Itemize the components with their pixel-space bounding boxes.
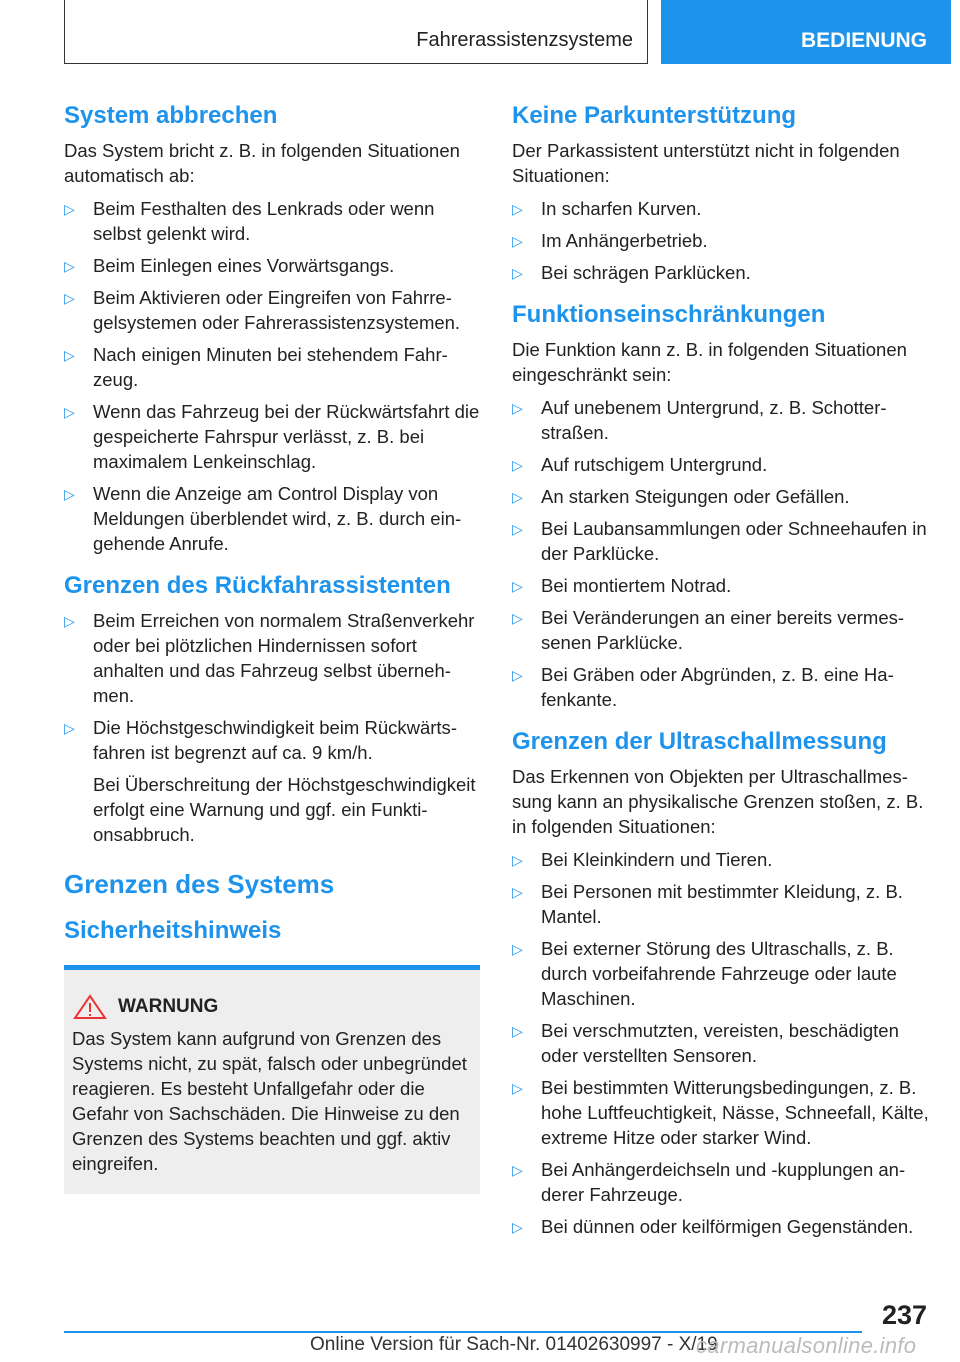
triangle-bullet-icon: ▷ <box>512 202 523 218</box>
warning-text: Das System kann aufgrund von Grenzen des Systems nicht, zu spät, falsch oder unbegründet reagieren. Es besteht Unfallgefahr oder die Gefahr von Sachschäden. Die Hinweise zu den Grenzen des Systems beachten und ggf. aktiv eingreifen. <box>72 1028 467 1174</box>
triangle-bullet-icon: ▷ <box>512 579 523 595</box>
list-item: ▷ Bei verschmutzten, vereisten, beschädigten oder verstellten Sensoren. <box>512 1020 899 1066</box>
list-item: ▷ Bei bestimmten Witterungsbedingungen, z. B. hohe Luftfeuchtigkeit, Nässe, Schneefall, Kälte, extreme Hitze oder starker Wind. <box>512 1077 929 1148</box>
heading-sicherheitshinweis: Sicherheitshinweis <box>64 917 282 944</box>
warning-header <box>72 994 472 1020</box>
triangle-bullet-icon: ▷ <box>512 522 523 538</box>
triangle-bullet-icon: ▷ <box>64 405 75 421</box>
list-item: ▷ Bei Gräben oder Abgründen, z. B. eine Hafenkante. <box>512 664 894 710</box>
list-item: ▷ Bei Veränderungen an einer bereits vermessenen Parklücke. <box>512 607 905 653</box>
triangle-bullet-icon: ▷ <box>512 611 523 627</box>
triangle-bullet-icon: ▷ <box>512 401 523 417</box>
triangle-bullet-icon: ▷ <box>512 853 523 869</box>
heading-grenzen-rueckfahrassistent: Grenzen des Rückfahrassistenten <box>64 572 451 599</box>
list-item: ▷ Bei dünnen oder keilförmigen Gegenständen. <box>512 1214 932 1239</box>
triangle-bullet-icon: ▷ <box>64 259 75 275</box>
list-item: ▷ Bei Anhängerdeichseln und -kupplungen anderer Fahrzeuge. <box>512 1159 906 1205</box>
paragraph: Die Funktion kann z. B. in folgenden Situationen eingeschränkt sein: <box>512 339 907 385</box>
list-item: ▷ Beim Erreichen von normalem Straßenverkehr oder bei plötzlichen Hindernissen sofort anhalten und das Fahrzeug selbst übernehmen. <box>64 610 475 706</box>
list-item: ▷ Wenn die Anzeige am Control Display von Meldungen überblendet wird, z. B. durch eingehende Anrufe. <box>64 483 462 554</box>
list-item: ▷ Bei Laubansammlungen oder Schneehaufen in der Parklücke. <box>512 518 927 564</box>
section-title: Fahrerassistenzsysteme <box>416 29 633 51</box>
list-item: ▷ Beim Einlegen eines Vorwärtsgangs. <box>64 253 480 278</box>
bullet-list <box>512 196 932 285</box>
triangle-bullet-icon: ▷ <box>512 458 523 474</box>
list-item: ▷ Im Anhängerbetrieb. <box>512 228 932 253</box>
warning-title: WARNUNG <box>118 996 219 1017</box>
triangle-bullet-icon: ▷ <box>512 668 523 684</box>
triangle-bullet-icon: ▷ <box>512 1163 523 1179</box>
list-item: ▷ Bei Kleinkindern und Tieren. <box>512 847 932 872</box>
bullet-list <box>512 847 932 1239</box>
triangle-bullet-icon: ▷ <box>64 721 75 737</box>
list-item: ▷ Beim Aktivieren oder Eingreifen von Fahrregelsystemen oder Fahrerassistenzsystemen. <box>64 287 461 333</box>
list-item: ▷ Bei montiertem Notrad. <box>512 573 932 598</box>
triangle-bullet-icon: ▷ <box>512 234 523 250</box>
list-item-note: Bei Überschreitung der Höchstgeschwindigkeit erfolgt eine Warnung und ggf. ein Funktionsabbruch. <box>93 774 476 845</box>
triangle-bullet-icon: ▷ <box>64 614 75 630</box>
bullet-list <box>64 196 480 556</box>
triangle-bullet-icon: ▷ <box>64 348 75 364</box>
heading-grenzen-ultraschallmessung: Grenzen der Ultraschallmessung <box>512 728 887 755</box>
bullet-list <box>512 395 932 712</box>
heading-keine-parkunterstuetzung: Keine Parkunterstützung <box>512 102 797 129</box>
triangle-bullet-icon: ▷ <box>512 1024 523 1040</box>
list-item: ▷ An starken Steigungen oder Gefällen. <box>512 484 932 509</box>
chapter-tab[interactable] <box>661 0 951 64</box>
triangle-bullet-icon: ▷ <box>512 885 523 901</box>
list-item: ▷ Nach einigen Minuten bei stehendem Fahrzeug. <box>64 344 448 390</box>
paragraph: Der Parkassistent unterstützt nicht in folgenden Situationen: <box>512 140 900 186</box>
triangle-bullet-icon: ▷ <box>64 291 75 307</box>
warning-triangle-icon <box>72 994 108 1020</box>
list-item: ▷ Auf unebenem Untergrund, z. B. Schotterstraßen. <box>512 397 887 443</box>
left-column <box>64 100 480 1194</box>
list-item: ▷ In scharfen Kurven. <box>512 196 932 221</box>
triangle-bullet-icon: ▷ <box>512 1081 523 1097</box>
triangle-bullet-icon: ▷ <box>512 266 523 282</box>
triangle-bullet-icon: ▷ <box>64 487 75 503</box>
online-version-text: Online Version für Sach-Nr. 01402630997 - X/19 <box>310 1334 718 1355</box>
triangle-bullet-icon: ▷ <box>512 490 523 506</box>
heading-funktionseinschraenkungen: Funktionseinschränkungen <box>512 301 826 328</box>
list-item: ▷ Bei Personen mit bestimmter Kleidung, z. B. Mantel. <box>512 881 903 927</box>
heading-grenzen-des-systems: Grenzen des Systems <box>64 869 335 899</box>
paragraph: Das Erkennen von Objekten per Ultraschallmessung kann an physikalische Grenzen stoßen, z. B. in folgenden Situationen: <box>512 766 924 837</box>
right-column <box>512 100 932 1253</box>
paragraph: Das System bricht z. B. in folgenden Situationen automatisch ab: <box>64 140 460 186</box>
list-item: ▷ Wenn das Fahrzeug bei der Rückwärtsfahrt die gespeicherte Fahrspur verlässt, z. B. bei maximalem Lenkeinschlag. <box>64 401 480 472</box>
warning-box <box>64 965 480 1194</box>
triangle-bullet-icon: ▷ <box>512 1220 523 1236</box>
list-item: ▷ Bei externer Störung des Ultraschalls, z. B. durch vorbeifahrende Fahrzeuge oder laute Maschinen. <box>512 938 897 1009</box>
heading-system-abbrechen: System abbrechen <box>64 102 278 129</box>
list-item: ▷ Beim Festhalten des Lenkrads oder wenn selbst gelenkt wird. <box>64 198 435 244</box>
triangle-bullet-icon: ▷ <box>64 202 75 218</box>
list-item: ▷ Bei schrägen Parklücken. <box>512 260 932 285</box>
list-item: ▷ Auf rutschigem Untergrund. <box>512 452 932 477</box>
section-title-tab <box>64 0 648 64</box>
chapter-tab-label: BEDIENUNG <box>800 29 927 52</box>
watermark: carmanualsonline.info <box>696 1333 917 1358</box>
page-number: 237 <box>881 1300 927 1330</box>
triangle-bullet-icon: ▷ <box>512 942 523 958</box>
list-item: ▷ Die Höchstgeschwindigkeit beim Rückwärtsfahren ist begrenzt auf ca. 9 km/h. Bei Überschreitung der Höchstgeschwindigkeit erfolgt eine Warnung und ggf. ein Funktionsabbruch. <box>64 715 480 847</box>
bullet-list <box>64 608 480 847</box>
